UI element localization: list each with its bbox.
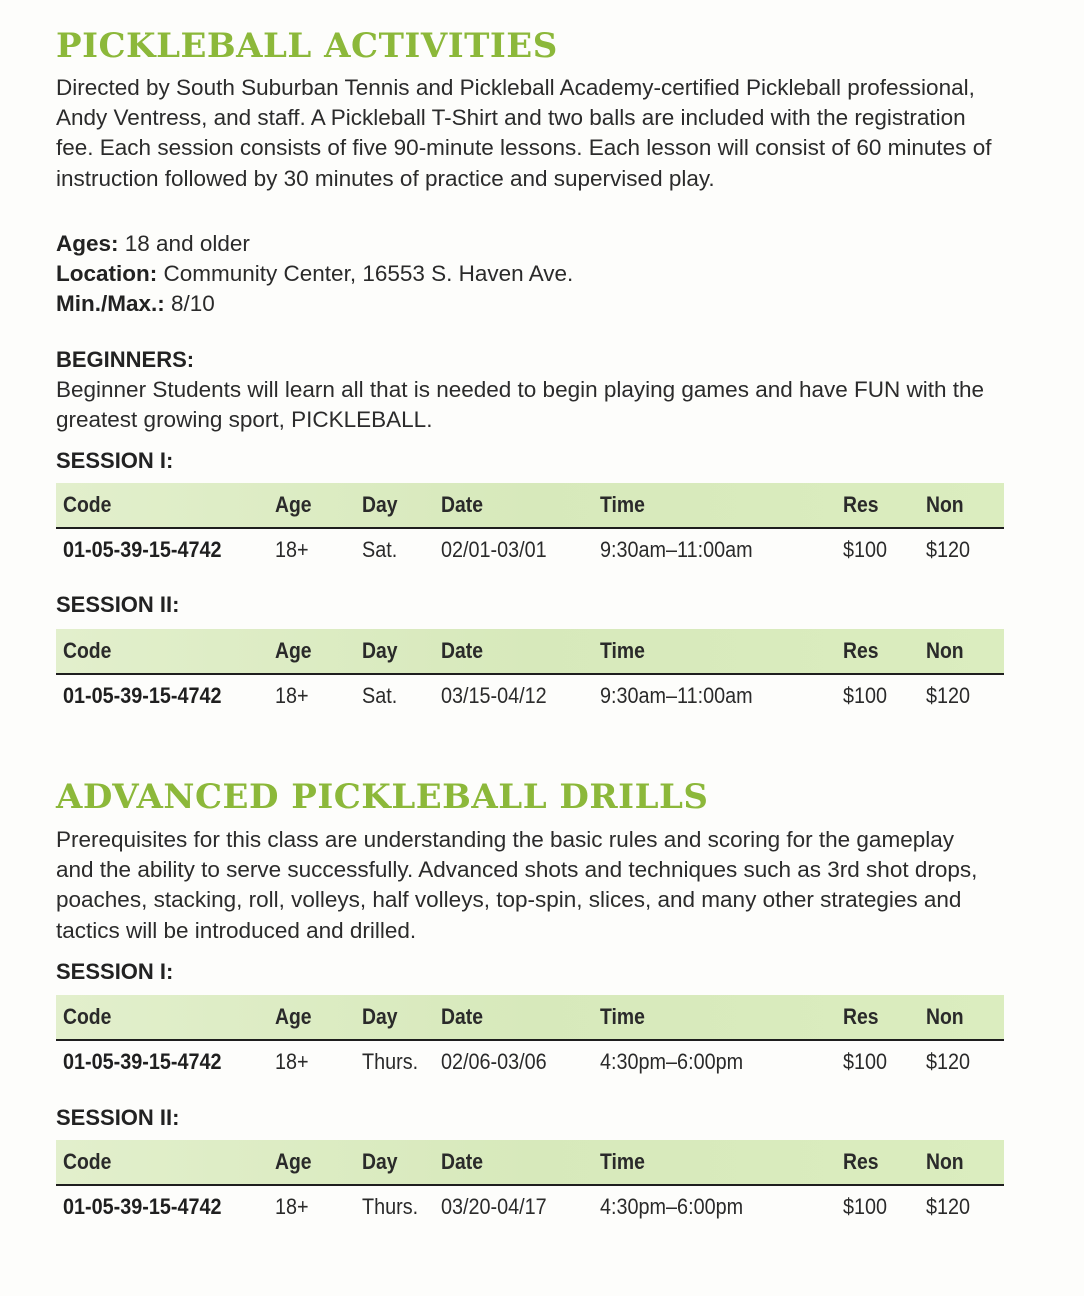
date-value: 02/01-03/01 xyxy=(441,537,547,562)
table-header xyxy=(56,629,1004,675)
age-value: 18+ xyxy=(275,1194,309,1219)
time-value: 4:30pm–6:00pm xyxy=(600,1049,744,1074)
location-line xyxy=(56,259,573,289)
header-res: Res xyxy=(843,1149,879,1174)
date-value: 03/20-04/17 xyxy=(441,1194,547,1219)
section-title-pickleball-activities: PICKLEBALL ACTIVITIES xyxy=(56,26,558,66)
header-age: Age xyxy=(275,1004,312,1029)
header-non: Non xyxy=(926,1149,964,1174)
header-res: Res xyxy=(843,1004,879,1029)
resident-fee: $100 xyxy=(843,1194,888,1219)
age-value: 18+ xyxy=(275,537,309,562)
activities-description: Directed by South Suburban Tennis and Pickleball Academy-certified Pickleball professional, Andy Ventress, and staff. A Pickleball T-Shirt and two balls are included with the registration fee. Each session consists of five 90-minute lessons. Each lesson will consist of 60 minutes of instruction followed by 30 minutes of practice and supervised play. xyxy=(56,75,992,191)
header-res: Res xyxy=(843,492,879,517)
course-code: 01-05-39-15-4742 xyxy=(63,1194,222,1219)
beginners-session-1-table xyxy=(56,483,1004,573)
table-header xyxy=(56,995,1004,1041)
day-value: Thurs. xyxy=(362,1194,419,1219)
advanced-session-1-label: SESSION I: xyxy=(56,959,174,984)
nonresident-fee: $120 xyxy=(926,537,971,562)
ages-line xyxy=(56,229,250,259)
header-day: Day xyxy=(362,492,398,517)
header-time: Time xyxy=(600,492,645,517)
header-non: Non xyxy=(926,1004,964,1029)
header-non: Non xyxy=(926,638,964,663)
date-value: 02/06-03/06 xyxy=(441,1049,547,1074)
header-date: Date xyxy=(441,492,483,517)
date-value: 03/15-04/12 xyxy=(441,683,547,708)
age-value: 18+ xyxy=(275,683,309,708)
header-time: Time xyxy=(600,638,645,663)
day-value: Thurs. xyxy=(362,1049,419,1074)
day-value: Sat. xyxy=(362,683,398,708)
header-age: Age xyxy=(275,638,312,663)
header-code: Code xyxy=(63,638,112,663)
resident-fee: $100 xyxy=(843,537,888,562)
header-date: Date xyxy=(441,638,483,663)
day-value: Sat. xyxy=(362,537,398,562)
advanced-session-2-label: SESSION II: xyxy=(56,1105,180,1130)
ages-label: Ages: xyxy=(56,231,119,256)
header-code: Code xyxy=(63,1149,112,1174)
time-value: 9:30am–11:00am xyxy=(600,537,753,562)
time-value: 9:30am–11:00am xyxy=(600,683,753,708)
header-date: Date xyxy=(441,1004,483,1029)
table-row xyxy=(56,529,1004,573)
location-label: Location: xyxy=(56,261,158,286)
beginners-session-2-table xyxy=(56,629,1004,719)
table-row xyxy=(56,675,1004,719)
header-age: Age xyxy=(275,1149,312,1174)
header-res: Res xyxy=(843,638,879,663)
course-code: 01-05-39-15-4742 xyxy=(63,1049,222,1074)
resident-fee: $100 xyxy=(843,683,888,708)
header-day: Day xyxy=(362,1004,398,1029)
nonresident-fee: $120 xyxy=(926,1049,971,1074)
header-code: Code xyxy=(63,492,112,517)
header-day: Day xyxy=(362,638,398,663)
nonresident-fee: $120 xyxy=(926,1194,971,1219)
header-time: Time xyxy=(600,1004,645,1029)
time-value: 4:30pm–6:00pm xyxy=(600,1194,744,1219)
table-header xyxy=(56,483,1004,529)
beginners-heading: BEGINNERS: xyxy=(56,347,195,372)
header-code: Code xyxy=(63,1004,112,1029)
advanced-session-1-table xyxy=(56,995,1004,1085)
beginners-description: Beginner Students will learn all that is needed to begin playing games and have FUN with the greatest growing sport, PICKLEBALL. xyxy=(56,377,985,433)
ages-value: 18 and older xyxy=(118,231,250,256)
header-time: Time xyxy=(600,1149,645,1174)
table-header xyxy=(56,1140,1004,1186)
resident-fee: $100 xyxy=(843,1049,888,1074)
advanced-session-2-table xyxy=(56,1140,1004,1230)
header-day: Day xyxy=(362,1149,398,1174)
beginners-session-1-label: SESSION I: xyxy=(56,448,174,473)
minmax-line xyxy=(56,289,215,319)
minmax-label: Min./Max.: xyxy=(56,291,165,316)
course-code: 01-05-39-15-4742 xyxy=(63,537,222,562)
header-date: Date xyxy=(441,1149,483,1174)
age-value: 18+ xyxy=(275,1049,309,1074)
minmax-value: 8/10 xyxy=(164,291,215,316)
nonresident-fee: $120 xyxy=(926,683,971,708)
section-title-advanced-drills: ADVANCED PICKLEBALL DRILLS xyxy=(56,777,709,817)
location-value: Community Center, 16553 S. Haven Ave. xyxy=(157,261,574,286)
advanced-description: Prerequisites for this class are understanding the basic rules and scoring for the gameplay and the ability to serve successfully. Advanced shots and techniques such as 3rd shot drops, poaches, stacking, roll, volleys, half volleys, top-spin, slices, and many other strategies and tactics will be introduced and drilled. xyxy=(56,827,978,943)
header-non: Non xyxy=(926,492,964,517)
course-code: 01-05-39-15-4742 xyxy=(63,683,222,708)
header-age: Age xyxy=(275,492,312,517)
beginners-session-2-label: SESSION II: xyxy=(56,592,180,617)
table-row xyxy=(56,1186,1004,1230)
table-row xyxy=(56,1041,1004,1085)
